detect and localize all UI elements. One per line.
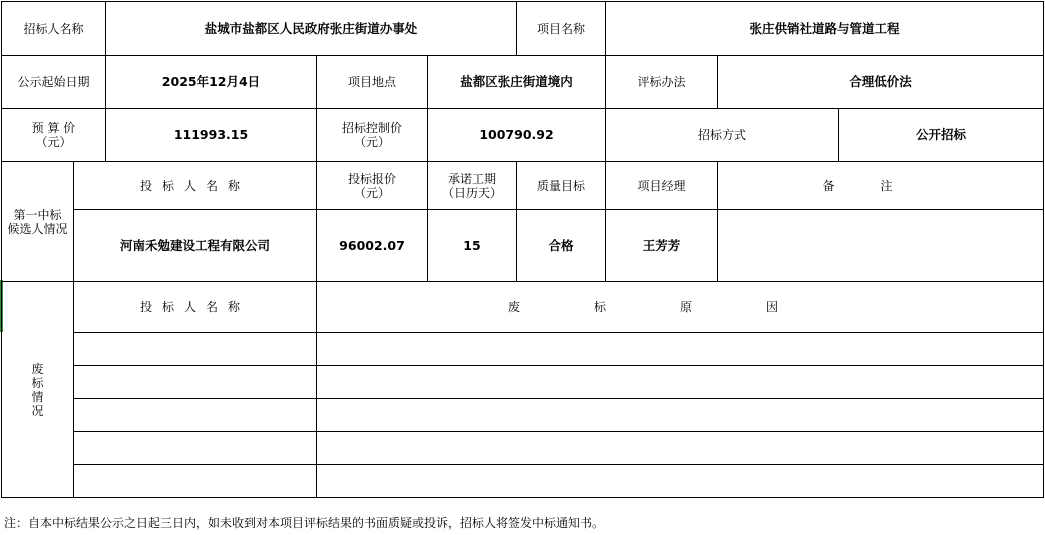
- header-rejected-bidder-name: 投标人名称: [74, 282, 317, 333]
- footnote: 注：自本中标结果公示之日起三日内，如未收到对本项目评标结果的书面质疑或投诉，招标人将签发中标通知书。: [4, 516, 605, 530]
- header-quality-target: 质量目标: [517, 162, 606, 210]
- value-project-name: 张庄供销社道路与管道工程: [606, 2, 1044, 56]
- rejected-row: [2, 333, 1044, 366]
- candidate-name: 河南禾勉建设工程有限公司: [74, 210, 317, 282]
- rejected-bidder-name: [74, 465, 317, 498]
- header-bidder-name: 投标人名称: [74, 162, 317, 210]
- candidate-bid-price: 96002.07: [317, 210, 428, 282]
- rejection-reason: [317, 465, 1044, 498]
- label-budget: 预 算 价 （元）: [2, 109, 106, 162]
- label-tenderer: 招标人名称: [2, 2, 106, 56]
- row-candidate: [2, 210, 1044, 282]
- row-tenderer: [2, 2, 1044, 56]
- label-first-candidate: 第一中标 候选人情况: [2, 162, 74, 282]
- rejected-row: [2, 399, 1044, 432]
- value-budget: 111993.15: [106, 109, 317, 162]
- label-control-price: 招标控制价 （元）: [317, 109, 428, 162]
- header-duration: 承诺工期 （日历天）: [428, 162, 517, 210]
- rejected-row: [2, 366, 1044, 399]
- label-evaluation-method: 评标办法: [606, 56, 718, 109]
- row-publicity: [2, 56, 1044, 109]
- header-rejection-reason: 废标原因: [317, 282, 1044, 333]
- header-project-manager: 项目经理: [606, 162, 718, 210]
- label-publicity-start: 公示起始日期: [2, 56, 106, 109]
- row-rejected-header: [2, 282, 1044, 333]
- header-remarks: 备注: [718, 162, 1044, 210]
- value-tenderer: 盐城市盐都区人民政府张庄街道办事处: [106, 2, 517, 56]
- rejection-reason: [317, 432, 1044, 465]
- row-prices: [2, 109, 1044, 162]
- rejected-bidder-name: [74, 399, 317, 432]
- value-publicity-start: 2025年12月4日: [106, 56, 317, 109]
- label-project-location: 项目地点: [317, 56, 428, 109]
- candidate-quality: 合格: [517, 210, 606, 282]
- candidate-duration: 15: [428, 210, 517, 282]
- value-evaluation-method: 合理低价法: [718, 56, 1044, 109]
- row-candidate-header: [2, 162, 1044, 210]
- value-control-price: 100790.92: [428, 109, 606, 162]
- label-rejected-bid: 废 标 情 况: [2, 282, 74, 498]
- rejected-row: [2, 432, 1044, 465]
- rejected-bidder-name: [74, 432, 317, 465]
- rejected-bidder-name: [74, 366, 317, 399]
- bid-result-table: [1, 1, 1044, 498]
- value-project-location: 盐都区张庄街道境内: [428, 56, 606, 109]
- label-tender-mode: 招标方式: [606, 109, 839, 162]
- candidate-manager: 王芳芳: [606, 210, 718, 282]
- rejection-reason: [317, 399, 1044, 432]
- rejected-row: [2, 465, 1044, 498]
- label-project-name: 项目名称: [517, 2, 606, 56]
- rejection-reason: [317, 333, 1044, 366]
- value-tender-mode: 公开招标: [839, 109, 1044, 162]
- rejection-reason: [317, 366, 1044, 399]
- candidate-remarks: [718, 210, 1044, 282]
- rejected-bidder-name: [74, 333, 317, 366]
- header-bid-price: 投标报价 （元）: [317, 162, 428, 210]
